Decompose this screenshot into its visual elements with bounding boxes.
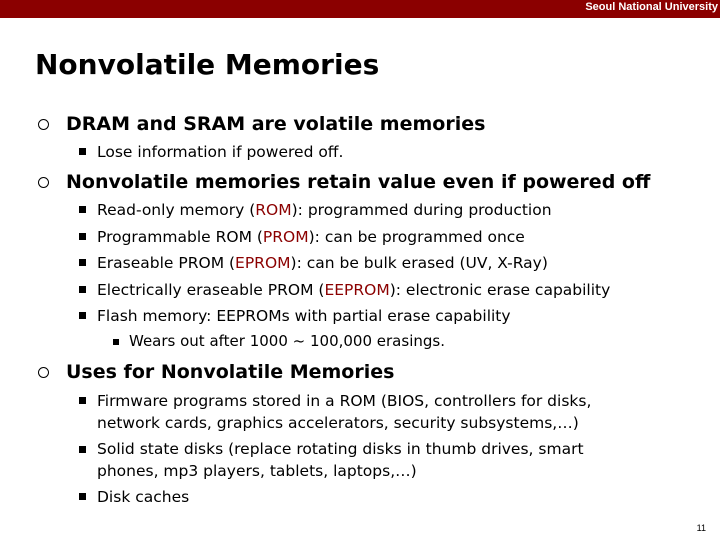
- header-bar: [0, 0, 720, 18]
- square-bullet-icon: [113, 339, 119, 345]
- square-bullet-icon: [79, 397, 86, 404]
- hollow-bullet-icon: [38, 177, 49, 188]
- slide-title: Nonvolatile Memories: [35, 48, 380, 81]
- bullet-3-sub-2: Solid state disks (replace rotating disks in thumb drives, smart phones, mp3 players, tablets, laptops,…): [97, 440, 584, 480]
- bullet-3-text: Uses for Nonvolatile Memories: [66, 361, 395, 383]
- bullet-2-sub-3: Eraseable PROM (EPROM): can be bulk erased (UV, X-Ray): [97, 254, 548, 272]
- bullet-2-sub-1: Read-only memory (ROM): programmed during production: [97, 201, 552, 219]
- bullet-2-text: Nonvolatile memories retain value even if powered off: [66, 171, 651, 193]
- square-bullet-icon: [79, 259, 86, 266]
- hollow-bullet-icon: [38, 367, 49, 378]
- hollow-bullet-icon: [38, 119, 49, 130]
- square-bullet-icon: [79, 206, 86, 213]
- square-bullet-icon: [79, 148, 86, 155]
- bullet-1-sub-1: Lose information if powered off.: [97, 143, 344, 161]
- square-bullet-icon: [79, 493, 86, 500]
- bullet-3-sub-1: Firmware programs stored in a ROM (BIOS, controllers for disks, network cards, graphics accelerators, security subsystems,…): [97, 392, 592, 432]
- university-name: Seoul National University: [585, 1, 718, 13]
- square-bullet-icon: [79, 446, 86, 453]
- bullet-2-sub-2: Programmable ROM (PROM): can be programmed once: [97, 228, 525, 246]
- square-bullet-icon: [79, 312, 86, 319]
- square-bullet-icon: [79, 233, 86, 240]
- bullet-2-subsub-1: Wears out after 1000 ~ 100,000 erasings.: [129, 332, 445, 350]
- bullet-1-text: DRAM and SRAM are volatile memories: [66, 113, 486, 135]
- page-number: 11: [696, 523, 706, 533]
- bullet-2-sub-4: Electrically eraseable PROM (EEPROM): electronic erase capability: [97, 281, 611, 299]
- bullet-3-sub-3: Disk caches: [97, 488, 190, 506]
- bullet-2-sub-5: Flash memory: EEPROMs with partial erase capability: [97, 307, 511, 325]
- square-bullet-icon: [79, 286, 86, 293]
